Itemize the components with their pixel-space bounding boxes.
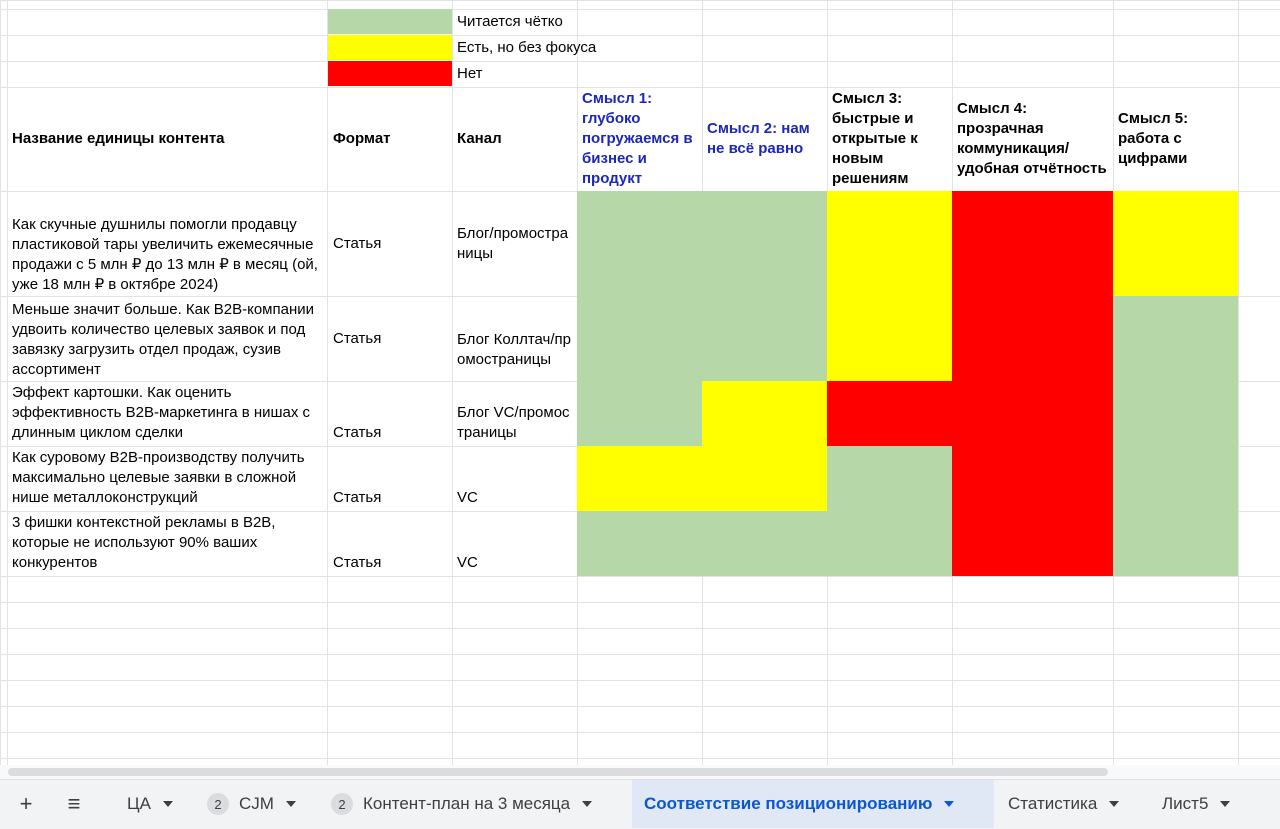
row-3-format[interactable]: Статья — [333, 424, 382, 441]
header-meaning-4[interactable]: Смысл 4: прозрачная коммуникация/удобная отчётность — [957, 100, 1107, 177]
grid-row-line — [0, 680, 1280, 681]
rating-cell-row4-meaning3[interactable] — [827, 446, 952, 511]
rating-cell-row3-meaning5[interactable] — [1113, 381, 1238, 446]
row-3-title[interactable]: Эффект картошки. Как оценить эффективность B2B-маркетинга в нишах с длинным циклом сделки — [12, 384, 311, 441]
add-sheet-button[interactable] — [8, 780, 44, 828]
chevron-down-icon — [1220, 801, 1230, 807]
rating-cell-row1-meaning2[interactable] — [702, 191, 827, 296]
sheet-tab-bar — [0, 779, 1280, 829]
rating-cell-row4-meaning5[interactable] — [1113, 446, 1238, 511]
row-5-title[interactable]: 3 фишки контекстной рекламы в B2B, которые не используют 90% ваших конкурентов — [12, 514, 276, 571]
rating-cell-row1-meaning1[interactable] — [577, 191, 702, 296]
header-format[interactable]: Формат — [333, 130, 391, 147]
chevron-down-icon — [163, 801, 173, 807]
chevron-down-icon — [1109, 801, 1119, 807]
sheet-tab-statistics[interactable]: Статистика — [996, 780, 1131, 828]
chevron-down-icon — [286, 801, 296, 807]
row-1-channel[interactable]: Блог/промостраницы — [457, 224, 569, 262]
sheet-tab-positioning[interactable]: Соответствие позиционированию — [632, 780, 994, 828]
rating-cell-row2-meaning4[interactable] — [952, 296, 1113, 381]
legend-swatch-red[interactable] — [328, 61, 452, 86]
all-sheets-button[interactable] — [56, 780, 92, 828]
grid-column-line — [0, 0, 1, 765]
row-1-title[interactable]: Как скучные душнилы помогли продавцу пластиковой тары увеличить ежемесячные продажи с 5 млн ₽ до 13 млн ₽ в месяц (ой, уже 18 млн ₽ в октябре 2024) — [12, 216, 318, 293]
legend-swatch-green[interactable] — [328, 9, 452, 34]
rating-cell-row4-meaning2[interactable] — [702, 446, 827, 511]
rating-cell-row2-meaning1[interactable] — [577, 296, 702, 381]
menu-icon: ≡ — [67, 791, 81, 816]
legend-label-red[interactable]: Нет — [457, 64, 483, 82]
rating-cell-row3-meaning3[interactable] — [827, 381, 952, 446]
tab-badge: 2 — [331, 793, 353, 815]
rating-cell-row1-meaning3[interactable] — [827, 191, 952, 296]
chevron-down-icon — [944, 801, 954, 807]
row-2-title[interactable]: Меньше значит больше. Как B2B-компании удвоить количество целевых заявок и под завязку загрузить отдел продаж, сузив ассортимент — [12, 301, 314, 378]
rating-cell-row5-meaning4[interactable] — [952, 511, 1113, 576]
row-2-channel[interactable]: Блог Коллтач/промостраницы — [457, 331, 571, 368]
grid-row-line — [0, 732, 1280, 733]
rating-cell-row2-meaning2[interactable] — [702, 296, 827, 381]
sheet-tab-content-plan[interactable]: 2 Контент-план на 3 месяца — [319, 780, 604, 828]
grid-row-line — [0, 602, 1280, 603]
rating-cell-row3-meaning4[interactable] — [952, 381, 1113, 446]
rating-cell-row1-meaning4[interactable] — [952, 191, 1113, 296]
header-meaning-5[interactable]: Смысл 5: работа с цифрами — [1118, 110, 1189, 167]
row-5-format[interactable]: Статья — [333, 554, 382, 571]
grid-row-line — [0, 0, 1280, 1]
rating-cell-row2-meaning5[interactable] — [1113, 296, 1238, 381]
rating-cell-row5-meaning3[interactable] — [827, 511, 952, 576]
rating-cell-row4-meaning4[interactable] — [952, 446, 1113, 511]
grid-row-line — [0, 576, 1280, 577]
row-2-format[interactable]: Статья — [333, 329, 382, 347]
sheet-tab-cjm[interactable]: 2 CJM — [195, 780, 308, 828]
header-meaning-2[interactable]: Смысл 2: нам не всё равно — [707, 120, 810, 157]
header-title[interactable]: Название единицы контента — [12, 130, 225, 147]
rating-cell-row3-meaning1[interactable] — [577, 381, 702, 446]
rating-cell-row4-meaning1[interactable] — [577, 446, 702, 511]
rating-cell-row3-meaning2[interactable] — [702, 381, 827, 446]
grid-row-line — [0, 628, 1280, 629]
plus-icon: + — [19, 791, 33, 816]
sheet-tab-ca[interactable]: ЦА — [115, 780, 185, 828]
row-4-title[interactable]: Как суровому B2B-производству получить максимально целевые заявки в сложной нише металлоконструкций — [12, 449, 305, 506]
rating-cell-row5-meaning5[interactable] — [1113, 511, 1238, 576]
grid-row-line — [0, 758, 1280, 759]
row-5-channel[interactable]: VC — [457, 554, 478, 571]
row-4-channel[interactable]: VC — [457, 489, 478, 506]
header-meaning-3[interactable]: Смысл 3: быстрые и открытые к новым решениям — [832, 90, 918, 187]
legend-swatch-yellow[interactable] — [328, 35, 452, 60]
grid-column-line — [1238, 0, 1239, 765]
header-channel[interactable]: Канал — [457, 130, 502, 147]
rating-cell-row2-meaning3[interactable] — [827, 296, 952, 381]
tab-badge: 2 — [207, 793, 229, 815]
horizontal-scrollbar[interactable] — [0, 765, 1280, 779]
row-4-format[interactable]: Статья — [333, 489, 382, 506]
rating-cell-row5-meaning2[interactable] — [702, 511, 827, 576]
chevron-down-icon — [582, 801, 592, 807]
rating-cell-row1-meaning5[interactable] — [1113, 191, 1238, 296]
row-3-channel[interactable]: Блог VC/промостраницы — [457, 404, 570, 441]
legend-label-yellow[interactable]: Есть, но без фокуса — [457, 38, 597, 56]
horizontal-scrollbar-thumb[interactable] — [8, 768, 1108, 776]
grid-row-line — [0, 654, 1280, 655]
grid-row-line — [0, 706, 1280, 707]
row-1-format[interactable]: Статья — [333, 234, 382, 252]
rating-cell-row5-meaning1[interactable] — [577, 511, 702, 576]
legend-label-green[interactable]: Читается чётко — [457, 12, 563, 30]
sheet-tab-list5[interactable]: Лист5 — [1150, 780, 1242, 828]
header-meaning-1[interactable]: Смысл 1: глубоко погружаемся в бизнес и продукт — [582, 90, 693, 187]
